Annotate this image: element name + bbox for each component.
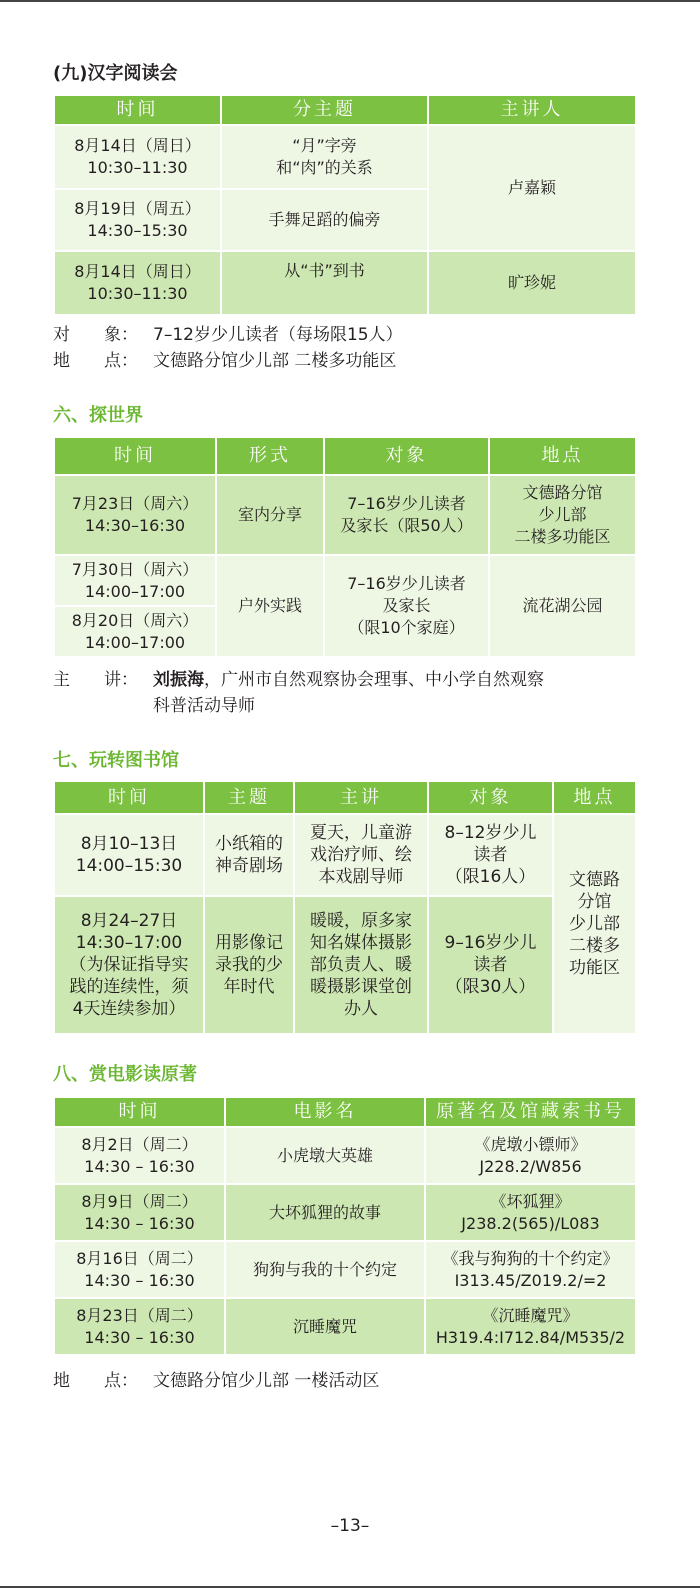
table-cell: 8月14日（周日） 10:30–11:30 [54, 125, 221, 189]
header-subtopic: 分主题 [221, 95, 428, 125]
table-row: 8月16日（周二） 14:30 – 16:30 狗狗与我的十个约定 《我与狗狗的十个约定》 I313.45/Z019.2/=2 [54, 1241, 636, 1298]
table-cell: 7月23日（周六） 14:30–16:30 [54, 475, 216, 555]
header-speaker: 主讲 [294, 781, 428, 814]
top-rule [0, 0, 700, 2]
table-cell: 旷珍妮 [428, 251, 636, 315]
table-cell: 用影像记 录我的少 年时代 [204, 896, 294, 1034]
table-cell: 流花湖公园 [489, 555, 636, 657]
table-cell: 夏天，儿童游 戏治疗师、绘 本戏剧导师 [294, 814, 428, 896]
table-cell: 从“书”到书 [221, 251, 428, 315]
table-cell: 7–16岁少儿读者 及家长 （限10个家庭） [324, 555, 489, 657]
table-cell: 文德路分馆 少儿部 二楼多功能区 [489, 475, 636, 555]
table-cell: 卢嘉颖 [428, 125, 636, 251]
table-row: 8月9日（周二） 14:30 – 16:30 大坏狐狸的故事 《坏狐狸》 J238.2(565)/L083 [54, 1184, 636, 1241]
table-cell: 暖暖，原多家 知名媒体摄影 部负责人、暖 暖摄影课堂创 办人 [294, 896, 428, 1034]
table-cell: 7–16岁少儿读者 及家长（限50人） [324, 475, 489, 555]
table-cell: 8月19日（周五） 14:30–15:30 [54, 189, 221, 251]
section-7-table [53, 780, 637, 1035]
header-audience: 对象 [428, 781, 553, 814]
table-row: 8月23日（周二） 14:30 – 16:30 沉睡魔咒 《沉睡魔咒》 H319.4:I712.84/M535/2 [54, 1298, 636, 1355]
header-form: 形式 [216, 437, 324, 475]
header-time: 时间 [54, 437, 216, 475]
section-6-table [53, 436, 637, 658]
header-time: 时间 [54, 781, 204, 814]
header-place: 地点 [489, 437, 636, 475]
speaker-note-continued: 科普活动导师 [153, 696, 255, 716]
bottom-rule [0, 1586, 700, 1588]
table-cell: 室内分享 [216, 475, 324, 555]
section-8-table [53, 1096, 637, 1356]
table-cell: 小纸箱的 神奇剧场 [204, 814, 294, 896]
table-cell: 户外实践 [216, 555, 324, 657]
table-cell: 8月14日（周日） 10:30–11:30 [54, 251, 221, 315]
table-cell: 9–16岁少儿 读者 （限30人） [428, 896, 553, 1034]
table-row: 8月2日（周二） 14:30 – 16:30 小虎墩大英雄 《虎墩小镖师》 J228.2/W856 [54, 1127, 636, 1184]
table-cell: 手舞足蹈的偏旁 [221, 189, 428, 251]
section-6-title: 六、探世界 [53, 405, 143, 426]
speaker-note: 主 讲： 刘振海，广州市自然观察协会理事、中小学自然观察 [53, 670, 544, 690]
header-audience: 对象 [324, 437, 489, 475]
table-cell: 8月20日（周六） 14:00–17:00 [54, 606, 216, 657]
section-9-title: (九)汉字阅读会 [53, 63, 178, 84]
section-9-table [53, 94, 637, 316]
table-cell: 文德路 分馆 少儿部 二楼多 功能区 [553, 814, 636, 1034]
header-movie: 电影名 [225, 1097, 425, 1127]
table-cell: 8–12岁少儿 读者 （限16人） [428, 814, 553, 896]
table-cell: “月”字旁 和“肉”的关系 [221, 125, 428, 189]
header-time: 时间 [54, 95, 221, 125]
section-7-title: 七、玩转图书馆 [53, 750, 179, 771]
audience-note: 对 象： 7–12岁少儿读者（每场限15人） [53, 325, 403, 345]
header-speaker: 主讲人 [428, 95, 636, 125]
place-note: 地 点： 文德路分馆少儿部 二楼多功能区 [53, 351, 397, 371]
section-8-title: 八、赏电影读原著 [53, 1064, 197, 1085]
header-place: 地点 [553, 781, 636, 814]
table-cell: 7月30日（周六） 14:00–17:00 [54, 555, 216, 606]
page-number: –13– [330, 1516, 370, 1536]
place-note: 地 点： 文德路分馆少儿部 一楼活动区 [53, 1371, 380, 1391]
header-book: 原著名及馆藏索书号 [425, 1097, 636, 1127]
table-cell: 8月10–13日 14:00–15:30 [54, 814, 204, 896]
header-theme: 主题 [204, 781, 294, 814]
header-time: 时间 [54, 1097, 225, 1127]
table-cell: 8月24–27日 14:30–17:00 （为保证指导实 践的连续性，须 4天连续参加） [54, 896, 204, 1034]
